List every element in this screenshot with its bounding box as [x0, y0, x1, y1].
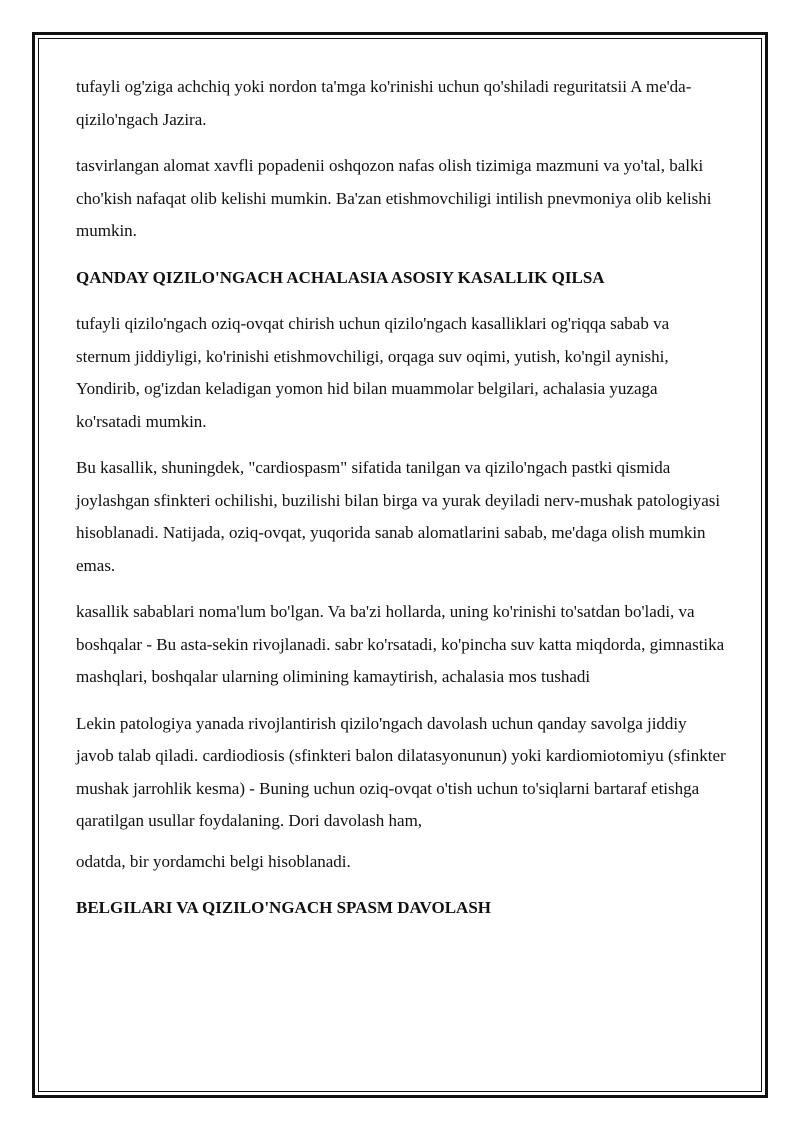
paragraph: tufayli qizilo'ngach oziq-ovqat chirish uchun qizilo'ngach kasalliklari og'riqqa sabab va sternum jiddiyligi, ko'rinishi etishmovchiligi, orqaga suv oqimi, yutish, ko'ngil aynishi, Yondirib, og'izdan keladigan yomon hid bilan muammolar belgilari, achalasia yuzaga ko'rsatadi mumkin. [76, 314, 670, 431]
paragraph: tasvirlangan alomat xavfli popadenii oshqozon nafas olish tizimiga mazmuni va yo'tal, balki cho'kish nafaqat olib kelishi mumkin. Ba'zan etishmovchiligi intilish pnevmoniya olib kelishi mumkin. [76, 156, 712, 240]
paragraph: Lekin patologiya yanada rivojlantirish qizilo'ngach davolash uchun qanday savolga jiddiy javob talab qiladi. cardiodiosis (sfinkteri balon dilatasyonunun) yoki kardiomiotomiyu (sfinkter mushak jarrohlik kesma) - Buning uchun oziq-ovqat o'tish uchun to'siqlarni bartaraf etishga qaratilgan usullar foydalaning. Dori davolash ham, [76, 713, 726, 830]
paragraph: kasallik sabablari noma'lum bo'lgan. Va ba'zi hollarda, uning ko'rinishi to'satdan bo'ladi, va boshqalar - Bu asta-sekin rivojlanadi. sabr ko'rsatadi, ko'pincha suv katta miqdorda, gimnastika mashqlari, boshqalar ularning olimining kamaytirish, achalasia mos tushadi [76, 602, 725, 686]
document-body [76, 71, 726, 925]
paragraph: Bu kasallik, shuningdek, "cardiospasm" sifatida tanilgan va qizilo'ngach pastki qismida joylashgan sfinkteri ochilishi, buzilishi bilan birga va yurak deyiladi nerv-mushak patologiyasi hisoblanadi. Natijada, oziq-ovqat, yuqorida sanab alomatlarini sabab, me'daga olish mumkin emas. [76, 458, 721, 575]
paragraph: odatda, bir yordamchi belgi hisoblanadi. [76, 851, 351, 871]
section-heading: QANDAY QIZILO'NGACH ACHALASIA ASOSIY KASALLIK QILSA [76, 267, 605, 287]
section-heading: BELGILARI VA QIZILO'NGACH SPASM DAVOLASH [76, 898, 492, 917]
paragraph: tufayli og'ziga achchiq yoki nordon ta'mga ko'rinishi uchun qo'shiladi reguritatsii A me'da-qizilo'ngach Jazira. [76, 77, 692, 129]
